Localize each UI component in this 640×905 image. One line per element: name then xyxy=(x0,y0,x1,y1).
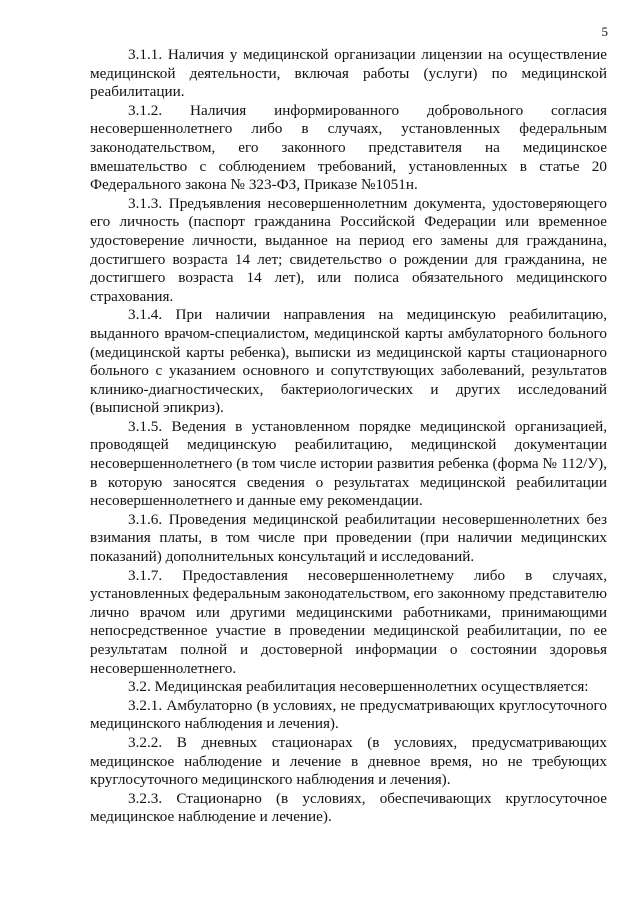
paragraph-3-2: 3.2. Медицинская реабилитация несовершеннолетних осуществляется: xyxy=(128,678,589,696)
paragraph-3-2-1: 3.2.1. Амбулаторно (в условиях, не предусматривающих круглосуточного медицинского наблюдения и лечения). xyxy=(90,696,607,733)
paragraph-3-1-3: 3.1.3. Предъявления несовершеннолетним документа, удостоверяющего его личность (паспорт гражданина Российской Федерации или временное удостоверение личности, выданное на период его замены для гражданина, достигшего возраста 14 лет; свидетельство о рождении для гражданина, не достигшего возраста 14 лет), или полиса обязательного медицинского страхования. xyxy=(90,194,607,305)
paragraph-3-1-4: 3.1.4. При наличии направления на медицинскую реабилитацию, выданного врачом-специалистом, медицинской карты амбулаторного больного (медицинской карты ребенка), выписки из медицинской карты стационарного больного с указанием основного и сопутствующих заболеваний, результатов клинико-диагностических, бактериологических и других исследований (выписной эпикриз). xyxy=(90,306,607,417)
paragraph-3-1-7: 3.1.7. Предоставления несовершеннолетнему либо в случаях, установленных федеральным законодательством, его законному представителю лично врачом или другими медицинскими работниками, принимающими непосредственное участие в проведении медицинской реабилитации, по ее результатам полной и достоверной информации о состоянии здоровья несовершеннолетнего. xyxy=(90,566,607,677)
paragraph-3-2-2: 3.2.2. В дневных стационарах (в условиях, предусматривающих медицинское наблюдение и лечение в дневное время, но не требующих круглосуточного медицинского наблюдения и лечения). xyxy=(90,733,607,789)
paragraph-3-1-1: 3.1.1. Наличия у медицинской организации лицензии на осуществление медицинской деятельности, включая работы (услуги) по медицинской реабилитации. xyxy=(90,46,607,101)
paragraph-3-1-5: 3.1.5. Ведения в установленном порядке медицинской организацией, проводящей медицинскую реабилитацию, медицинской документации несовершеннолетнего (в том числе истории развития ребенка (форма № 112/У), в которую заносятся сведения о результатах медицинской реабилитации несовершеннолетнего и данные ему рекомендации. xyxy=(90,417,607,510)
paragraph-3-2-3: 3.2.3. Стационарно (в условиях, обеспечивающих круглосуточное медицинское наблюдение и лечение). xyxy=(90,789,607,826)
paragraph-3-1-6: 3.1.6. Проведения медицинской реабилитации несовершеннолетних без взимания платы, в том числе при проведении (при наличии медицинских показаний) дополнительных консультаций и исследований. xyxy=(90,510,607,566)
paragraph-3-1-2: 3.1.2. Наличия информированного добровольного согласия несовершеннолетнего либо в случаях, установленных федеральным законодательством, его законного представителя на медицинское вмешательство с соблюдением требований, установленных в статье 20 Федерального закона № 323-ФЗ, Приказе №1051н. xyxy=(90,101,607,194)
page-number: 5 xyxy=(601,24,608,39)
document-body xyxy=(90,46,607,827)
